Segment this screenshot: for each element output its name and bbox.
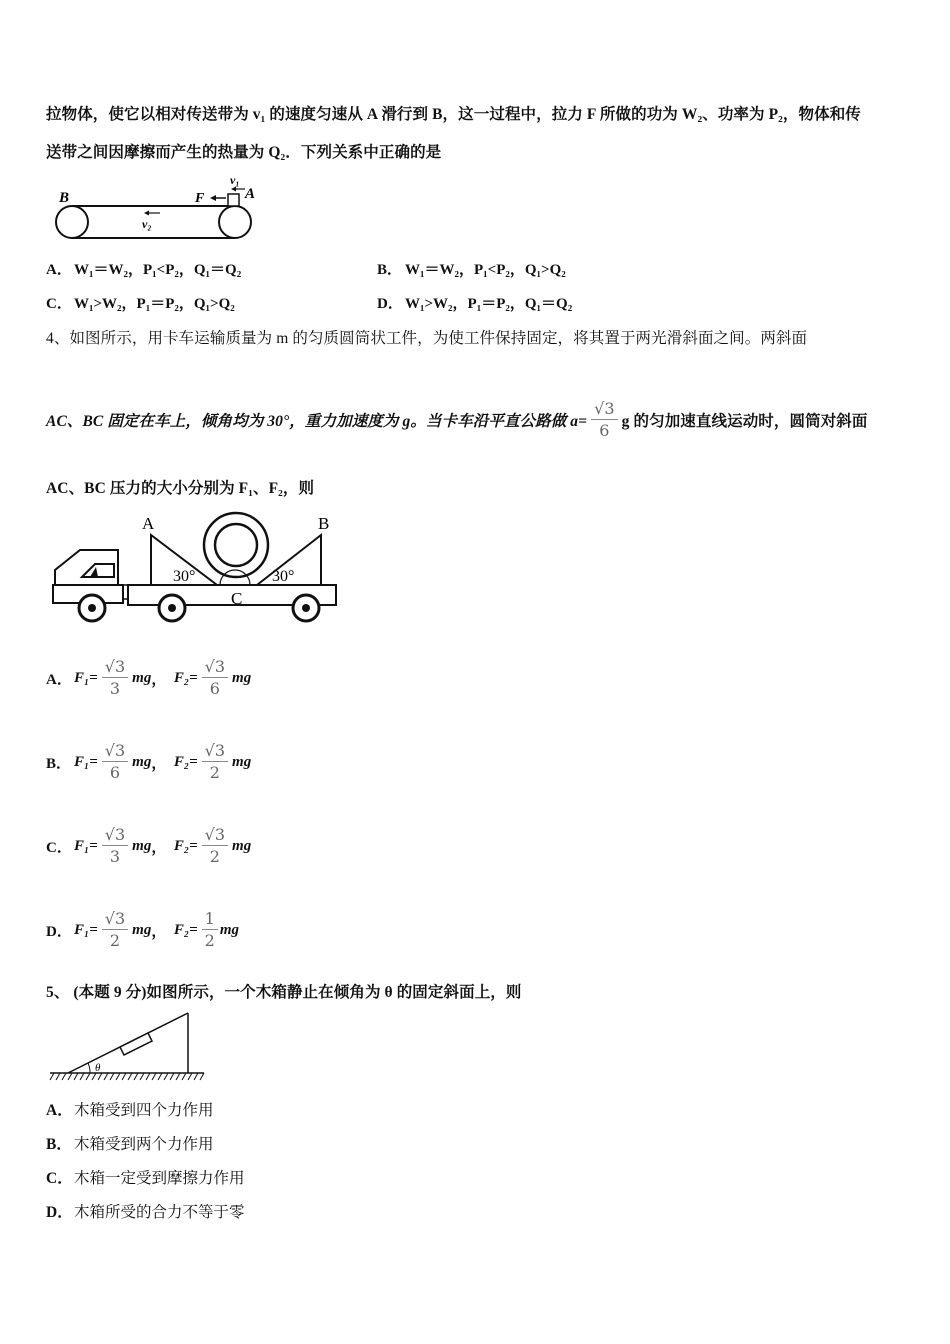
- q4-text-line-1: 4、如图所示，用卡车运输质量为 m 的匀质圆筒状工件，为使工件保持固定，将其置于两光滑斜面之间。两斜面: [46, 330, 808, 347]
- fraction-denominator: 3: [109, 846, 121, 866]
- unit: mg: [132, 837, 152, 854]
- fraction: [102, 909, 128, 952]
- q5-option-d[interactable]: [46, 1200, 245, 1222]
- option-label: B．: [46, 1136, 72, 1153]
- f2-label: F₂=: [173, 921, 198, 938]
- fraction-denominator: 2: [109, 930, 121, 950]
- fraction-numerator: √3: [591, 399, 618, 420]
- option-text: W₁>W₂，P₁＝P₂，Q₁＝Q₂: [405, 296, 573, 312]
- fraction-numerator: √3: [102, 741, 128, 762]
- fraction-denominator: 6: [109, 762, 121, 782]
- q3-option-b[interactable]: [377, 258, 566, 279]
- fraction-denominator: 6: [599, 420, 610, 440]
- fraction: [202, 741, 228, 784]
- q4-line2-pre: AC、BC 固定在车上，倾角均为 30°，重力加速度为 g。当卡车沿平直公路做 a=: [46, 413, 588, 430]
- q4-option-a[interactable]: A． F₁= $\frac{√3}{3}$ mg ， F₂= $\frac{√3}{6}$ mg: [46, 656, 252, 698]
- angle-right-label: 30°: [272, 568, 295, 585]
- q5-option-a[interactable]: [46, 1098, 214, 1120]
- f1-label: F₁=: [74, 669, 98, 686]
- option-text: W₁＝W₂，P₁<P₂，Q₁＝Q₂: [74, 262, 242, 278]
- option-label: B．: [46, 755, 72, 772]
- incline-figure: [48, 1008, 208, 1083]
- q3-text-line-1: 拉物体，使它以相对传送带为 v₁ 的速度匀速从 A 滑行到 B，这一过程中，拉力 F 所做的功为 W₂、功率为 P₂，物体和传: [46, 106, 861, 123]
- fraction-denominator: 3: [109, 678, 121, 698]
- option-text: 木箱所受的合力不等于零: [74, 1204, 245, 1221]
- label-f: F: [195, 191, 205, 206]
- q4-text-line-3: AC、BC 压力的大小分别为 F₁、F₂，则: [46, 480, 315, 497]
- fraction: [202, 825, 228, 868]
- option-text: 木箱一定受到摩擦力作用: [74, 1170, 245, 1187]
- f2-label: F₂=: [173, 669, 198, 686]
- fraction: [202, 657, 228, 700]
- q4-option-b[interactable]: B． F₁= $\frac{√3}{6}$ mg ， F₂= $\frac{√3}{2}$ mg: [46, 740, 252, 782]
- label-b: B: [318, 514, 330, 533]
- fraction: [102, 657, 128, 700]
- fraction-denominator: 2: [209, 762, 220, 782]
- option-label: A．: [46, 671, 72, 688]
- fraction-numerator: √3: [202, 825, 228, 846]
- label-a: A: [142, 514, 155, 533]
- unit: mg: [232, 669, 252, 686]
- option-label: D．: [377, 296, 403, 312]
- q3-text-line-2: 送带之间因摩擦而产生的热量为 Q₂．下列关系中正确的是: [46, 144, 442, 161]
- fraction: [202, 909, 218, 952]
- unit: mg: [132, 669, 152, 686]
- label-c: C: [231, 589, 243, 608]
- f1-label: F₁=: [74, 753, 98, 770]
- fraction: [102, 825, 128, 868]
- q4-line2-post: g 的匀加速直线运动时，圆筒对斜面: [621, 413, 868, 430]
- fraction-numerator: √3: [102, 657, 128, 678]
- f1-label: F₁=: [74, 921, 98, 938]
- angle-theta-label: θ: [95, 1062, 101, 1074]
- option-label: A．: [46, 262, 72, 278]
- option-label: C．: [46, 839, 72, 856]
- q3-option-c[interactable]: [46, 292, 235, 313]
- unit: mg: [132, 753, 152, 770]
- option-text: 木箱受到两个力作用: [74, 1136, 214, 1153]
- fraction-numerator: √3: [202, 741, 228, 762]
- option-text: W₁>W₂，P₁＝P₂，Q₁>Q₂: [74, 296, 235, 312]
- f1-label: F₁=: [74, 837, 98, 854]
- q5-option-b[interactable]: [46, 1132, 214, 1154]
- label-v1: v₁: [230, 173, 240, 187]
- label-a: A: [245, 186, 256, 202]
- q3-option-d[interactable]: [377, 292, 572, 313]
- unit: mg: [132, 921, 152, 938]
- option-text: W₁＝W₂，P₁<P₂，Q₁>Q₂: [405, 262, 566, 278]
- fraction-denominator: 2: [204, 930, 215, 950]
- q3-option-a[interactable]: [46, 258, 241, 279]
- label-v2: v₂: [142, 217, 152, 231]
- truck-figure: [50, 505, 345, 625]
- label-b: B: [59, 190, 70, 206]
- option-label: D．: [46, 923, 72, 940]
- conveyor-belt-figure: [50, 172, 270, 244]
- fraction: [102, 741, 128, 784]
- fraction-numerator: √3: [102, 825, 128, 846]
- unit: mg: [219, 921, 240, 938]
- option-label: D．: [46, 1204, 73, 1221]
- unit: mg: [232, 837, 252, 854]
- fraction-denominator: 2: [209, 846, 220, 866]
- option-label: C．: [46, 296, 72, 312]
- q5-text-line-1: 5、 (本题 9 分)如图所示，一个木箱静止在倾角为 θ 的固定斜面上，则: [46, 984, 522, 1001]
- angle-left-label: 30°: [173, 568, 196, 585]
- fraction-denominator: 6: [209, 678, 220, 698]
- option-label: C．: [46, 1170, 73, 1187]
- option-text: 木箱受到四个力作用: [74, 1102, 214, 1119]
- q4-option-d[interactable]: D． F₁= $\frac{√3}{2}$ mg ， F₂= $\frac{1}{2}$ mg: [46, 908, 240, 950]
- q4-option-c[interactable]: C． F₁= $\frac{√3}{3}$ mg ， F₂= $\frac{√3}{2}$ mg: [46, 824, 252, 866]
- fraction-numerator: √3: [202, 657, 228, 678]
- option-label: A．: [46, 1102, 73, 1119]
- f2-label: F₂=: [173, 753, 198, 770]
- q4-text-line-2: [46, 390, 868, 450]
- unit: mg: [232, 753, 252, 770]
- fraction-numerator: √3: [102, 909, 128, 930]
- option-label: B．: [377, 262, 403, 278]
- fraction: [591, 399, 618, 442]
- fraction-numerator: 1: [202, 909, 218, 930]
- f2-label: F₂=: [173, 837, 198, 854]
- q5-option-c[interactable]: [46, 1166, 245, 1188]
